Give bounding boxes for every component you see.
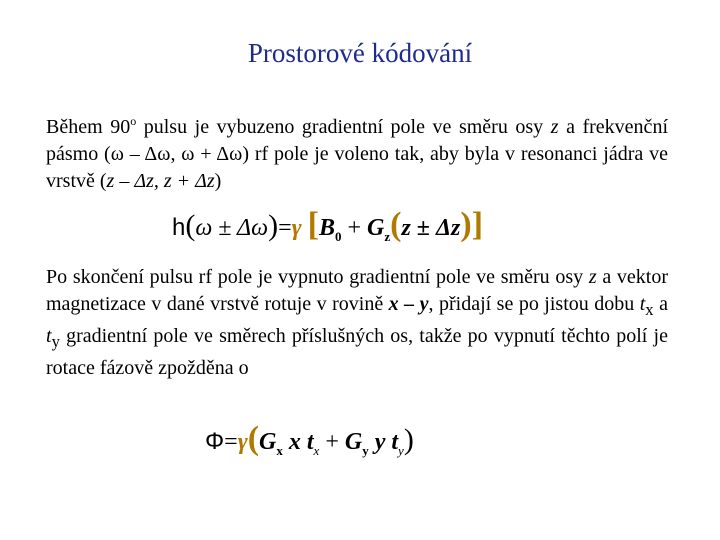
p2-tx-sub: x: [645, 300, 654, 319]
eq1-G: G: [367, 215, 385, 241]
eq2-rparen: ): [403, 423, 414, 456]
eq1-equals: =: [278, 215, 292, 241]
eq2-G2: G: [344, 429, 363, 455]
p1-text-b: pulsu je vybuzeno gradientní pole ve směru osy: [136, 116, 551, 138]
p1-text-d: ): [214, 170, 222, 192]
eq1-G-sub: z: [384, 229, 391, 244]
eq1-h: h: [172, 214, 186, 241]
p2-text-b: a vektor magnetizace v dané vrstvě rotuje v rovině: [46, 266, 668, 315]
eq1-z-arg: z ± Δz: [401, 215, 461, 241]
eq2-plus: +: [319, 429, 345, 455]
equation-phase: [205, 420, 414, 459]
eq2-G1: G: [259, 429, 277, 455]
p2-ty: t: [46, 325, 52, 347]
p1-axis-z: z: [550, 116, 559, 138]
p2-text-a: Po skončení pulsu rf pole je vypnuto gradientní pole ve směru osy: [46, 266, 589, 288]
p2-text-e: gradientní pole ve směrech příslušných os, takže po vypnutí těchto polí je rotace fázově zpožděna o: [46, 325, 668, 379]
eq2-t1-sub: x: [313, 443, 320, 458]
eq1-lparen2: (: [390, 206, 402, 243]
eq1-rparen: ): [268, 209, 279, 242]
p1-z-range: z – Δz, z + Δz: [106, 170, 215, 192]
eq2-phi: Φ: [205, 428, 225, 455]
eq1-rparen2: ): [460, 206, 472, 243]
eq1-lbracket: [: [307, 206, 319, 243]
paragraph-2: [46, 264, 668, 382]
eq2-gamma: γ: [237, 429, 248, 455]
eq2-lparen: (: [247, 420, 260, 457]
p2-text-d: a: [653, 293, 668, 315]
eq2-G1-sub: x: [276, 443, 283, 458]
p2-tx: t: [639, 293, 646, 315]
eq1-gamma: γ: [291, 215, 302, 241]
eq1-arg: ω ± Δω: [195, 215, 269, 241]
eq2-t2-sub: y: [398, 443, 404, 458]
degree-symbol: o: [130, 114, 137, 128]
eq2-y-t: y t: [368, 429, 399, 455]
paragraph-1: [46, 108, 668, 195]
eq2-G2-sub: y: [362, 443, 369, 458]
p1-text-a: Během 90: [46, 116, 131, 138]
eq1-rbracket: ]: [471, 206, 484, 243]
eq2-equals: =: [224, 429, 238, 455]
p2-axis-z: z: [588, 266, 597, 288]
p2-ty-sub: y: [51, 332, 60, 351]
eq1-plus: +: [341, 215, 367, 241]
eq2-x-t: x t: [282, 429, 314, 455]
slide-title: Prostorové kódování: [247, 38, 473, 68]
p2-text-c: , přidají se po jistou dobu: [428, 293, 640, 315]
eq1-B-sub: 0: [334, 229, 342, 244]
eq1-lparen: (: [185, 209, 196, 242]
p1-text-c: a frekvenční pásmo (ω – Δω, ω + Δω) rf pole je voleno tak, aby byla v resonanci jádra ve vrstvě (: [46, 116, 668, 192]
equation-resonance: [172, 206, 483, 245]
p2-plane: x – y: [388, 293, 429, 315]
eq1-B: B: [318, 215, 335, 241]
